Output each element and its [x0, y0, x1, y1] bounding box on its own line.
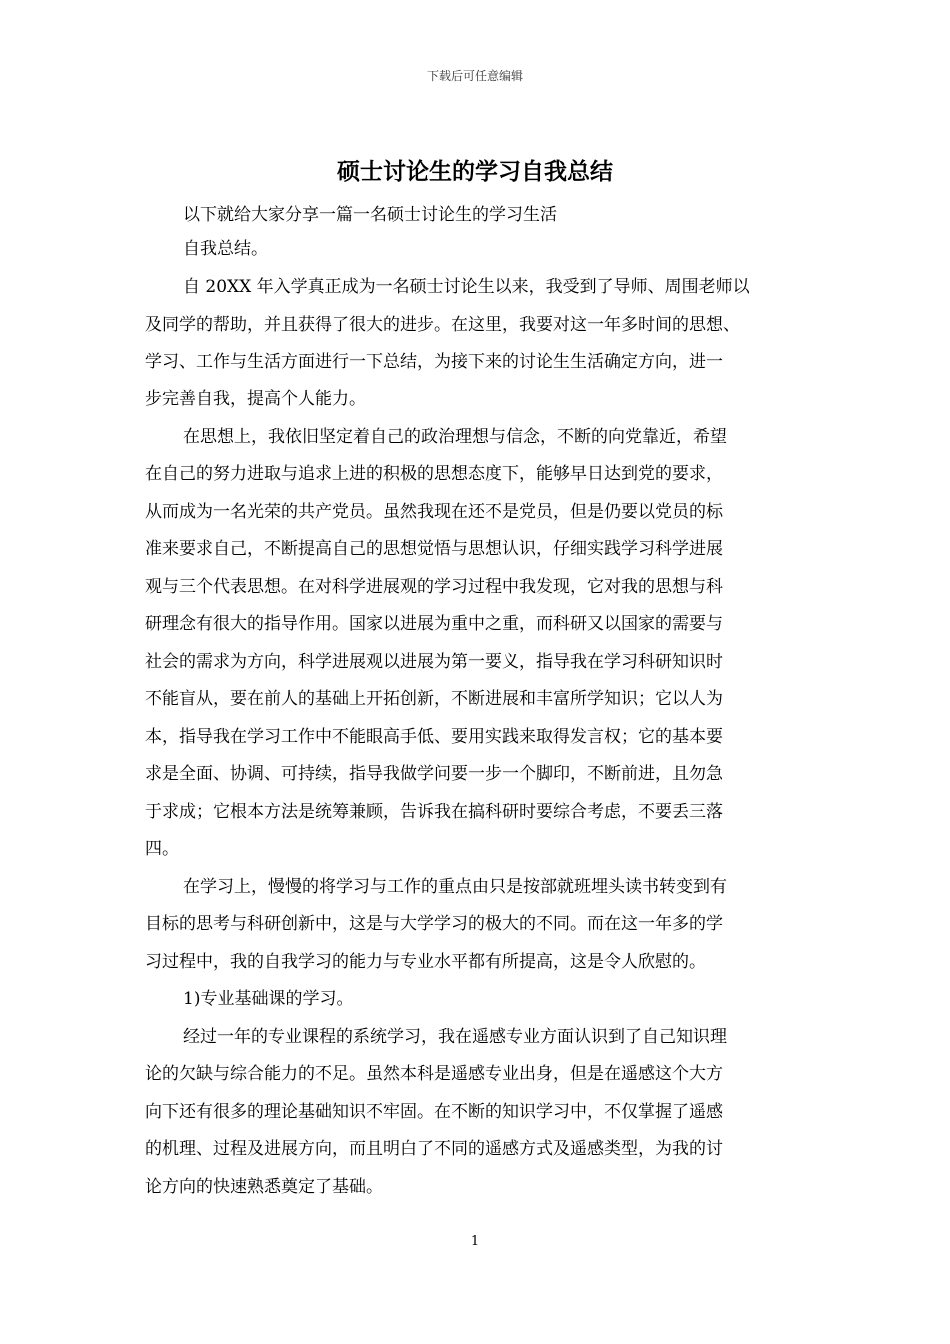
body-line: 社会的需求为方向，科学进展观以进展为第一要义，指导我在学习科研知识时: [145, 652, 723, 672]
body-line: 准来要求自己，不断提高自己的思想觉悟与思想认识，仔细实践学习科学进展: [145, 539, 723, 559]
header-note: 下载后可任意编辑: [426, 69, 523, 83]
body-line: 研理念有很大的指导作用。国家以进展为重中之重，而科研又以国家的需要与: [145, 614, 723, 634]
body-line: 习过程中，我的自我学习的能力与专业水平都有所提高，这是令人欣慰的。: [145, 952, 706, 972]
body-line: 步完善自我，提高个人能力。: [145, 389, 366, 409]
body-line: 求是全面、协调、可持续，指导我做学问要一步一个脚印，不断前进，且勿急: [145, 764, 723, 784]
body-line: 从而成为一名光荣的共产党员。虽然我现在还不是党员，但是仍要以党员的标: [145, 502, 723, 522]
body-line: 观与三个代表思想。在对科学进展观的学习过程中我发现，它对我的思想与科: [145, 577, 723, 597]
body-line: 不能盲从，要在前人的基础上开拓创新，不断进展和丰富所学知识；它以人为: [145, 689, 723, 709]
body-line: 学习、工作与生活方面进行一下总结，为接下来的讨论生生活确定方向，进一: [145, 352, 723, 372]
body-line: 在学习上，慢慢的将学习与工作的重点由只是按部就班埋头读书转变到有: [183, 877, 727, 897]
page-number: 1: [470, 1234, 480, 1249]
body-line: 及同学的帮助，并且获得了很大的进步。在这里，我要对这一年多时间的思想、: [145, 315, 740, 335]
document-title: 硕士讨论生的学习自我总结: [337, 159, 613, 185]
body-line: 于求成；它根本方法是统筹兼顾，告诉我在搞科研时要综合考虑，不要丢三落: [145, 802, 723, 822]
body-line: 的机理、过程及进展方向，而且明白了不同的遥感方式及遥感类型，为我的讨: [145, 1139, 723, 1159]
body-line: 目标的思考与科研创新中，这是与大学学习的极大的不同。而在这一年多的学: [145, 914, 723, 934]
body-line: 在自己的努力进取与追求上进的积极的思想态度下，能够早日达到党的要求，: [145, 464, 723, 484]
body-line: 以下就给大家分享一篇一名硕士讨论生的学习生活: [183, 205, 557, 225]
body-line: 经过一年的专业课程的系统学习，我在遥感专业方面认识到了自己知识理: [183, 1027, 727, 1047]
body-line: 论方向的快速熟悉奠定了基础。: [145, 1177, 383, 1197]
body-line: 向下还有很多的理论基础知识不牢固。在不断的知识学习中，不仅掌握了遥感: [145, 1102, 723, 1122]
body-line: 论的欠缺与综合能力的不足。虽然本科是遥感专业出身，但是在遥感这个大方: [145, 1064, 723, 1084]
body-line: 1)专业基础课的学习。: [183, 989, 354, 1009]
body-line: 本，指导我在学习工作中不能眼高手低、要用实践来取得发言权；它的基本要: [145, 727, 723, 747]
body-line: 四。: [145, 839, 179, 859]
body-line: 在思想上，我依旧坚定着自己的政治理想与信念，不断的向党靠近，希望: [183, 427, 727, 447]
body-line: 自 20XX 年入学真正成为一名硕士讨论生以来，我受到了导师、周围老师以: [183, 277, 750, 297]
body-line: 自我总结。: [183, 239, 268, 259]
